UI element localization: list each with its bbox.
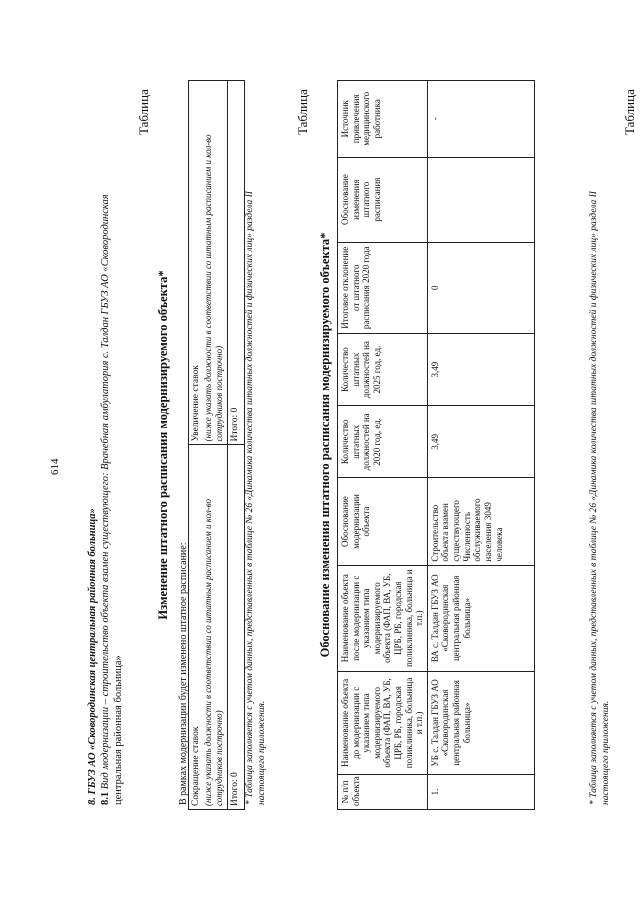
change-reason [427,157,534,242]
column-header: Источник привлечения медицинского работника [338,81,428,158]
intro-text: В рамках модернизации будет изменено штатное расписание: [178,542,189,805]
footnote-tail: настоящего приложения. [601,700,611,805]
column-header: Наименование объекта после модернизации с указанием типа модернизируемого объекта (ФАП, ВА, УБ, ЦРБ, РБ, городская поликлиника, больница и т.п.) [338,565,428,671]
deviation: 0 [427,242,534,333]
footnote: * Таблица заполняется с учетом данных, представленных в таблице № 26 «Динамика количества штатных должностей и физических лиц» раздела II [589,191,599,805]
section-heading: 8. ГБУЗ АО «Сковородинская центральная районная больница» [87,508,98,805]
column-header: № п/п объекта [338,774,428,809]
column-header: Итоговое отклонение от штатного расписания 2020 года [338,242,428,333]
staff-2025: 3,49 [427,333,534,405]
column-header: Наименование объекта до модернизации с указанием типа модернизируемого объекта (ФАП, ВА, УБ, ЦРБ, РБ, городская поликлиника, больница и т.п.) [338,671,428,774]
staff-2020: 3,49 [427,406,534,478]
subsection-line [99,85,112,805]
page-number: 614 [49,458,61,475]
row-number: 1. [427,774,534,809]
table-title: Изменение штатного расписания модернизируемого объекта* [156,270,170,620]
table-title: Обоснование изменения штатного расписания модернизируемого объекта* [318,232,332,658]
increase-cell [189,81,228,446]
reduction-cell [189,445,228,810]
subsection-text: Вид модернизации – строительство объекта взамен существующего: Врачебная амбулатория с. Талдан ГБУЗ АО «Сковородинская [100,194,111,792]
reduction-note: (ниже указать должности в соответствии со штатным расписанием и кол-во сотрудников построчно) [202,498,225,806]
column-header: Количество штатных должностей на 2025 год, ед. [338,333,428,405]
footnote-tail: настоящего приложения. [257,700,267,805]
column-header: Обоснование изменения штатного расписания [338,157,428,242]
table-label: Таблица [136,89,151,135]
footnote: * Таблица заполняется с учетом данных, представленных в таблице № 26 «Динамика количества штатных должностей и физических лиц» раздела II [245,191,255,805]
reduction-header: Сокращение ставок [191,726,201,806]
total-reduction: Итого: 0 [228,445,245,810]
table-row [427,81,534,810]
table-label: Таблица [295,89,310,135]
column-header: Обоснование модернизации объекта [338,478,428,565]
subsection-tail: центральная районная больница» [113,655,124,805]
object-before: УБ с. Талдан ГБУЗ АО «Сковородинская центральная районная больница» [427,671,534,774]
table-header-row [338,81,428,810]
modernization-justification: Строительство объекта взамен существующего Численность обслуживаемого населения 3049 человека [427,478,534,565]
total-increase: Итого: 0 [228,81,245,446]
subsection-number: 8.1 [100,791,111,805]
object-after: ВА с. Талдан ГБУЗ АО «Сковородинская центральная районная больница» [427,565,534,671]
staff-change-table [188,80,245,810]
column-header: Количество штатных должностей на 2020 год, ед. [338,406,428,478]
justification-table [337,80,535,810]
increase-header: Увеличение ставок [191,365,201,442]
worker-source: - [427,81,534,158]
table-label: Таблица [622,89,637,135]
increase-note: (ниже указать должности в соответствии со штатным расписанием и кол-во сотрудников построчно) [202,134,225,442]
